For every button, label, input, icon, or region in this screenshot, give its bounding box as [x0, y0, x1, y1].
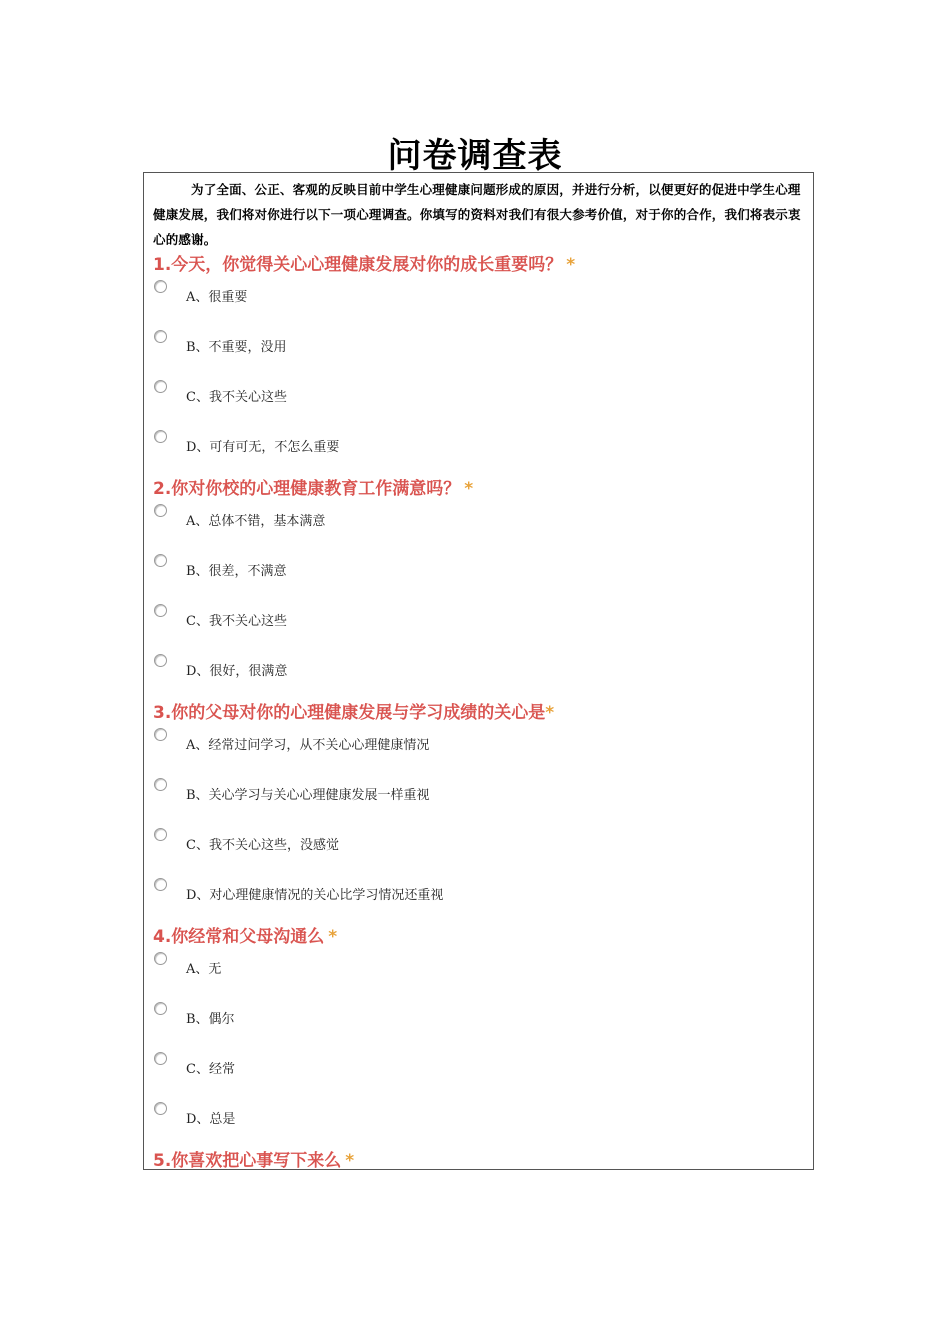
radio-button[interactable] — [154, 280, 167, 293]
radio-button[interactable] — [154, 654, 167, 667]
option-label: C、我不关心这些 — [186, 614, 287, 629]
page-title: 问卷调查表 — [387, 136, 563, 176]
option-label: D、可有可无，不怎么重要 — [186, 440, 340, 455]
question-1-text: 1.今天，你觉得关心心理健康发展对你的成长重要吗？ — [153, 255, 563, 275]
radio-button[interactable] — [154, 728, 167, 741]
option-label: C、我不关心这些，没感觉 — [186, 838, 339, 853]
radio-button[interactable] — [154, 330, 167, 343]
option-label: A、很重要 — [186, 290, 248, 305]
option-label: B、很差，不满意 — [186, 564, 287, 579]
required-marker: * — [345, 1151, 355, 1171]
question-3-text: 3.你的父母对你的心理健康发展与学习成绩的关心是 — [153, 703, 546, 723]
option-label: B、关心学习与关心心理健康发展一样重视 — [186, 788, 430, 803]
option-label: B、偶尔 — [186, 1012, 235, 1027]
radio-button[interactable] — [154, 1102, 167, 1115]
radio-button[interactable] — [154, 828, 167, 841]
survey-form — [143, 172, 814, 1170]
radio-button[interactable] — [154, 430, 167, 443]
question-5-text: 5.你喜欢把心事写下来么 — [153, 1151, 342, 1171]
required-marker: * — [328, 927, 338, 947]
option-label: A、无 — [186, 962, 222, 977]
radio-button[interactable] — [154, 878, 167, 891]
radio-button[interactable] — [154, 504, 167, 517]
radio-button[interactable] — [154, 1052, 167, 1065]
option-label: B、不重要，没用 — [186, 340, 287, 355]
question-4-text: 4.你经常和父母沟通么 — [153, 927, 325, 947]
option-label: D、很好，很满意 — [186, 664, 288, 679]
question-5 — [153, 1146, 354, 1171]
radio-button[interactable] — [154, 1002, 167, 1015]
required-marker: * — [464, 479, 474, 499]
intro-text: 为了全面、公正、客观的反映目前中学生心理健康问题形成的原因，并进行分析，以便更好的促进中学生心理健康发展，我们将对你进行以下一项心理调查。你填写的资料对我们有很大参考价值，对于你的合作，我们将表示衷心的感谢。 — [153, 182, 801, 247]
question-1 — [153, 250, 575, 275]
question-2 — [153, 474, 473, 499]
option-label: D、总是 — [186, 1112, 236, 1127]
option-label: A、总体不错，基本满意 — [186, 514, 326, 529]
question-2-text: 2.你对你校的心理健康教育工作满意吗？ — [153, 479, 461, 499]
required-marker: * — [545, 703, 555, 723]
question-4 — [153, 922, 337, 947]
radio-button[interactable] — [154, 554, 167, 567]
option-label: D、对心理健康情况的关心比学习情况还重视 — [186, 888, 444, 903]
radio-button[interactable] — [154, 380, 167, 393]
radio-button[interactable] — [154, 778, 167, 791]
radio-button[interactable] — [154, 952, 167, 965]
option-label: C、我不关心这些 — [186, 390, 287, 405]
radio-button[interactable] — [154, 604, 167, 617]
required-marker: * — [566, 255, 576, 275]
question-3 — [153, 698, 554, 723]
option-label: A、经常过问学习，从不关心心理健康情况 — [186, 738, 430, 753]
option-label: C、经常 — [186, 1062, 235, 1077]
